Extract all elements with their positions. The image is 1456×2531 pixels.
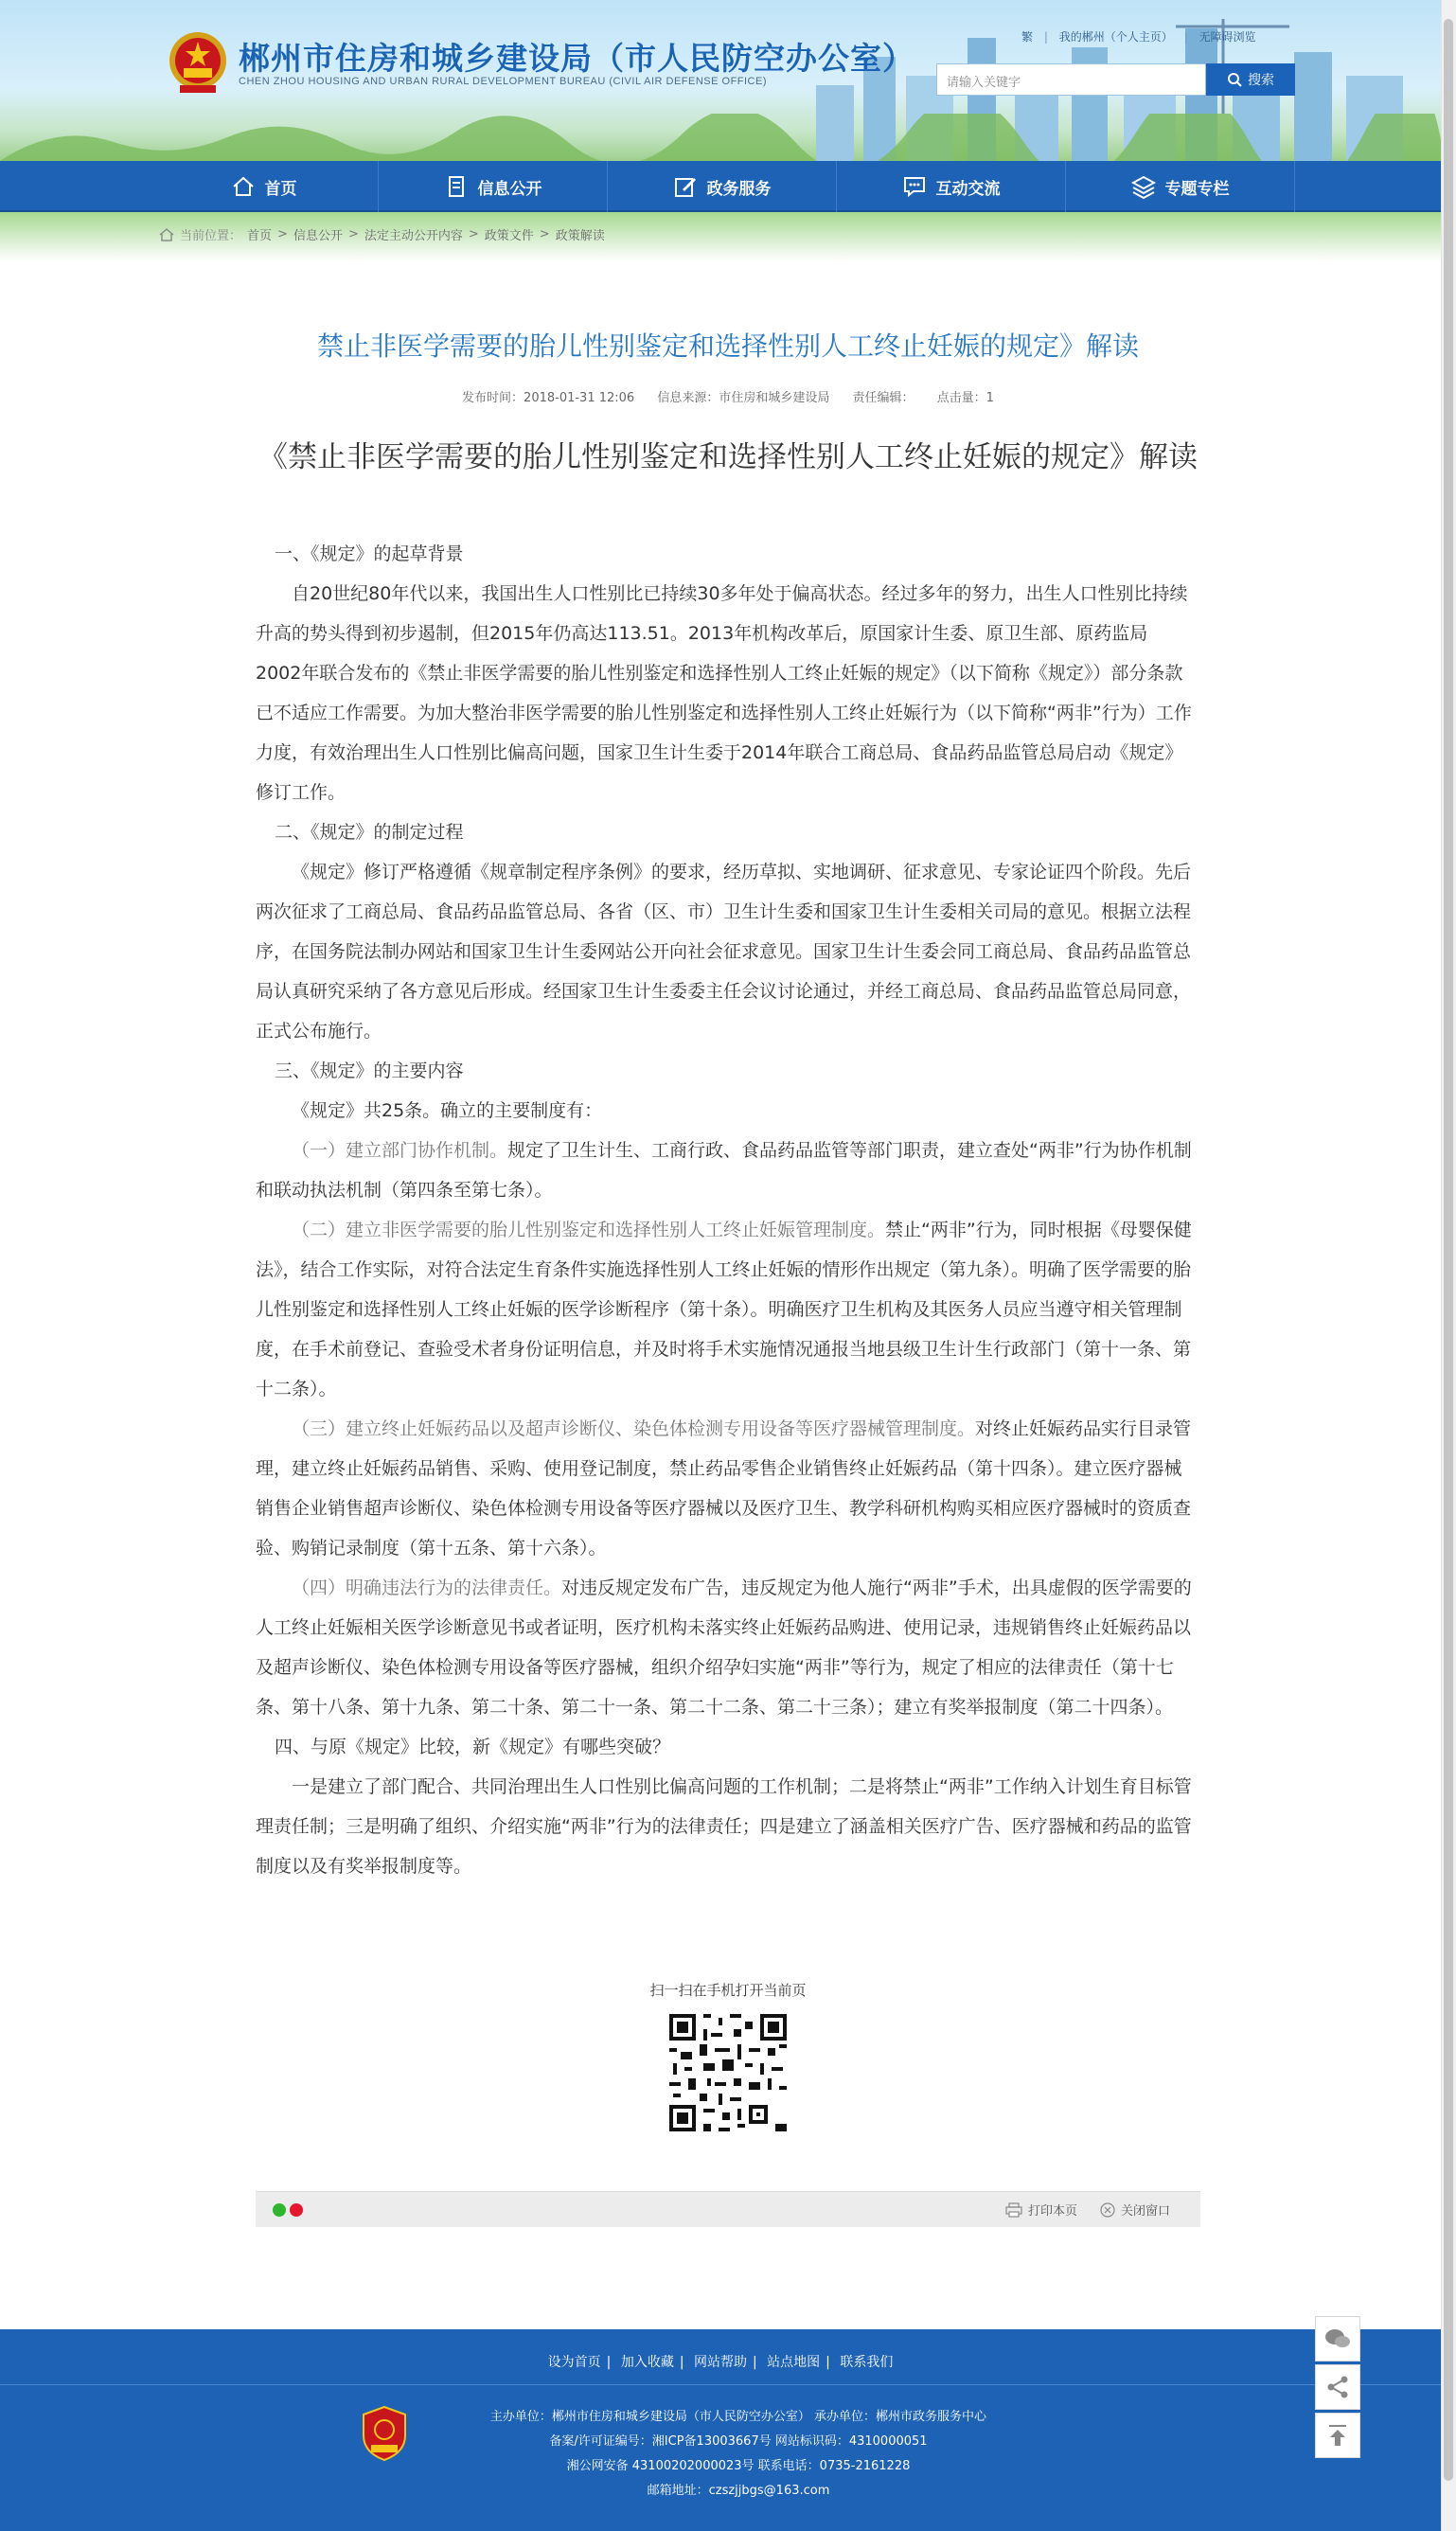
article-title: 禁止非医学需要的胎儿性别鉴定和选择性别人工终止妊娠的规定》解读 — [316, 330, 1139, 362]
footer-link-add-favorite[interactable]: 加入收藏 — [620, 2355, 674, 2370]
site-subtitle: CHEN ZHOU HOUSING AND URBAN RURAL DEVELOPMENT BUREAU (CIVIL AIR DEFENSE OFFICE) — [239, 76, 768, 87]
search-button-label: 搜索 — [1248, 73, 1274, 88]
editor: 责任编辑： — [852, 391, 914, 405]
nav-item-special-topics[interactable] — [1066, 161, 1295, 212]
close-window-button[interactable] — [1100, 2201, 1170, 2219]
party-gov-badge-icon[interactable] — [360, 2405, 409, 2462]
footer-email: 邮箱地址：czszjjbgs@163.com — [647, 2484, 830, 2498]
provision-item — [256, 1131, 1193, 1210]
share-float-button[interactable] — [1315, 2364, 1360, 2410]
site-footer — [0, 2329, 1441, 2531]
nav-item-info-disclosure[interactable] — [379, 161, 608, 212]
document-icon — [444, 174, 469, 199]
search-icon — [1227, 72, 1242, 87]
nav-item-label: 政务服务 — [706, 179, 772, 199]
provision-lead: （三）建立终止妊娠药品以及超声诊断仪、染色体检测专用设备等医疗器械管理制度。 — [292, 1418, 976, 1439]
site-header — [0, 0, 1441, 161]
nav-item-interaction[interactable] — [837, 161, 1066, 212]
breadcrumb-item-info[interactable]: 信息公开 — [293, 229, 343, 243]
print-label: 打印本页 — [1028, 2204, 1078, 2219]
section-heading: 一、《规定》的起草背景 — [275, 544, 464, 564]
provision-text: 禁止“两非”行为，同时根据《母婴保健法》，结合工作实际，对符合法定生育条件实施选择性别人工终止妊娠的情形作出规定（第九条）。明确了医学需要的胎儿性别鉴定和选择性别人工终止妊娠的医学诊断程序（第十条）。明确医疗卫生机构及其医务人员应当遵守相关管理制度，在手术前登记、查验受术者身份证明信息，并及时将手术实施情况通报当地县级卫生计生行政部门（第十一条、第十二条）。 — [256, 1220, 1192, 1399]
separator: | — [1043, 30, 1048, 44]
share-icon — [1325, 2375, 1350, 2399]
hit-count: 点击量：1 — [936, 391, 994, 405]
breadcrumb-prefix: 当前位置： — [180, 229, 242, 243]
breadcrumb-separator: > — [277, 227, 288, 241]
wechat-share-icon[interactable] — [273, 2203, 286, 2217]
breadcrumb-item-policy-interpretation[interactable]: 政策解读 — [555, 229, 605, 243]
footer-link-sitemap[interactable]: 站点地图 — [767, 2355, 821, 2370]
print-button[interactable] — [1005, 2201, 1077, 2219]
traditional-chinese-link[interactable]: 繁 — [1021, 30, 1034, 44]
nav-item-home[interactable] — [150, 161, 379, 212]
printer-icon — [1005, 2202, 1022, 2218]
my-chenzhou-link[interactable]: 我的郴州（个人主页） — [1058, 30, 1173, 44]
national-emblem-logo — [167, 28, 229, 97]
breadcrumb-separator: > — [347, 227, 359, 241]
close-icon — [1100, 2202, 1115, 2218]
nav-item-label: 专题专栏 — [1164, 179, 1230, 199]
home-icon — [159, 228, 174, 241]
provision-item — [256, 1210, 1193, 1409]
footer-info — [445, 2405, 1032, 2504]
publish-time: 发布时间：2018-01-31 12:06 — [462, 391, 635, 405]
breadcrumb — [159, 225, 605, 243]
provision-text: 对违反规定发布广告，违反规定为他人施行“两非”手术，出具虚假的医学需要的人工终止妊娠相关医学诊断意见书或者证明，医疗机构未落实终止妊娠药品购进、使用记录，违规销售终止妊娠药品以及超声诊断仪、染色体检测专用设备等医疗器械，组织介绍孕妇实施“两非”等行为，规定了相应的法律责任（第十七条、第十八条、第十九条、第二十条、第二十一条、第二十二条、第二十三条）；建立有奖举报制度（第二十四条）。 — [256, 1577, 1192, 1718]
qr-label: 扫一扫在手机打开当前页 — [649, 1982, 807, 1999]
article-meta — [256, 387, 1200, 405]
breadcrumb-separator: > — [539, 227, 550, 241]
section-heading: 三、《规定》的主要内容 — [275, 1061, 464, 1081]
close-label: 关闭窗口 — [1121, 2204, 1171, 2219]
paragraph: 一是建立了部门配合、共同治理出生人口性别比偏高问题的工作机制；二是将禁止“两非”工作纳入计划生育目标管理责任制；三是明确了组织、介绍实施“两非”行为的法律责任；四是建立了涵盖相关医疗广告、医疗器械和药品的监管制度以及有奖举报制度等。 — [256, 1776, 1192, 1877]
main-nav — [0, 161, 1441, 212]
top-links — [1018, 28, 1259, 45]
tree-line-illustration — [0, 114, 1441, 161]
search-button[interactable] — [1206, 63, 1295, 96]
edit-icon — [673, 174, 698, 199]
provision-item — [256, 1568, 1193, 1727]
info-source: 信息来源：市住房和城乡建设局 — [657, 391, 830, 405]
paragraph: 《规定》修订严格遵循《规章制定程序条例》的要求，经历草拟、实地调研、征求意见、专家论证四个阶段。先后两次征求了工商总局、食品药品监管总局、各省（区、市）卫生计生委和国家卫生计生委相关司局的意见。根据立法程序，在国务院法制办网站和国家卫生计生委网站公开向社会征求意见。国家卫生计生委会同工商总局、食品药品监管总局认真研究采纳了各方意见后形成。经国家卫生计生委委主任会议讨论通过，并经工商总局、食品药品监管总局同意，正式公布施行。 — [256, 862, 1192, 1042]
wechat-float-button[interactable] — [1315, 2316, 1360, 2362]
chat-icon — [902, 174, 927, 199]
content-title: 《禁止非医学需要的胎儿性别鉴定和选择性别人工终止妊娠的规定》解读 — [258, 440, 1198, 474]
qr-code-image — [666, 2010, 790, 2135]
share-buttons — [273, 2203, 303, 2217]
provision-text: 规定了卫生计生、工商行政、食品药品监管等部门职责，建立查处“两非”行为协作机制和联动执法机制（第四条至第七条）。 — [256, 1140, 1192, 1201]
nav-item-label: 首页 — [264, 179, 297, 199]
paragraph: 《规定》共25条。确立的主要制度有： — [292, 1100, 603, 1121]
paragraph: 自20世纪80年代以来，我国出生人口性别比已持续30多年处于偏高状态。经过多年的努力，出生人口性别比持续升高的势头得到初步遏制，但2015年仍高达113.51。2013年机构改革后，原国家计生委、原卫生部、原药监局2002年联合发布的《禁止非医学需要的胎儿性别鉴定和选择性别人工终止妊娠的规定》（以下简称《规定》）部分条款已不适应工作需要。为加大整治非医学需要的胎儿性别鉴定和选择性别人工终止妊娠行为（以下简称“两非”行为）工作力度，有效治理出生人口性别比偏高问题，国家卫生计生委于2014年联合工商总局、食品药品监管总局启动《规定》修订工作。 — [256, 583, 1192, 803]
footer-link-contact[interactable]: 联系我们 — [840, 2355, 894, 2370]
footer-link-set-homepage[interactable]: 设为首页 — [547, 2355, 601, 2370]
footer-police: 湘公网安备 43100202000023号 联系电话：0735-2161228 — [566, 2459, 911, 2473]
accessibility-link[interactable]: 无障碍浏览 — [1199, 30, 1256, 44]
breadcrumb-separator: > — [468, 227, 479, 241]
nav-item-label: 信息公开 — [477, 179, 542, 199]
provision-lead: （二）建立非医学需要的胎儿性别鉴定和选择性别人工终止妊娠管理制度。 — [292, 1220, 886, 1240]
footer-host: 主办单位：郴州市住房和城乡建设局（市人民防空办公室） 承办单位：郴州市政务服务中心 — [489, 2410, 987, 2424]
site-title: 郴州市住房和城乡建设局（市人民防空办公室） — [239, 40, 914, 77]
wechat-icon — [1324, 2327, 1351, 2350]
footer-link-help[interactable]: 网站帮助 — [694, 2355, 747, 2370]
provision-lead: （一）建立部门协作机制。 — [292, 1140, 508, 1161]
nav-item-gov-services[interactable] — [608, 161, 837, 212]
layers-icon — [1131, 174, 1156, 199]
footer-icp: 备案/许可证编号：湘ICP备13003667号 网站标识码：4310000051 — [549, 2434, 928, 2449]
arrow-up-icon — [1326, 2423, 1349, 2448]
breadcrumb-item-home[interactable]: 首页 — [247, 229, 273, 243]
back-to-top-button[interactable] — [1315, 2413, 1360, 2458]
article-body — [256, 534, 1193, 1886]
provision-text: 对终止妊娠药品实行目录管理，建立终止妊娠药品销售、采购、使用登记制度，禁止药品零售企业销售终止妊娠药品（第十四条）。建立医疗器械销售企业销售超声诊断仪、染色体检测专用设备等医疗器械以及医疗卫生、教学科研机构购买相应医疗器械时的资质查验、购销记录制度（第十五条、第十六条）。 — [256, 1418, 1192, 1559]
article-toolbar — [256, 2191, 1200, 2227]
weibo-share-icon[interactable] — [290, 2203, 303, 2217]
footer-divider — [0, 2384, 1441, 2385]
breadcrumb-item-statutory[interactable]: 法定主动公开内容 — [364, 229, 463, 243]
search-input[interactable]: 请输入关键字 — [936, 63, 1206, 96]
nav-item-label: 互动交流 — [935, 179, 1001, 199]
scrollbar-thumb[interactable] — [1444, 19, 1453, 2481]
home-icon — [231, 174, 256, 199]
footer-links: 设为首页 | 加入收藏 | 网站帮助 | 站点地图 | 联系我们 — [547, 2355, 894, 2370]
separator: | — [1183, 30, 1188, 44]
provision-item — [256, 1409, 1193, 1568]
breadcrumb-item-policy-docs[interactable]: 政策文件 — [484, 229, 534, 243]
provision-lead: （四）明确违法行为的法律责任。 — [292, 1577, 562, 1598]
section-heading: 四、与原《规定》比较，新《规定》有哪些突破？ — [275, 1737, 671, 1757]
section-heading: 二、《规定》的制定过程 — [275, 822, 464, 843]
